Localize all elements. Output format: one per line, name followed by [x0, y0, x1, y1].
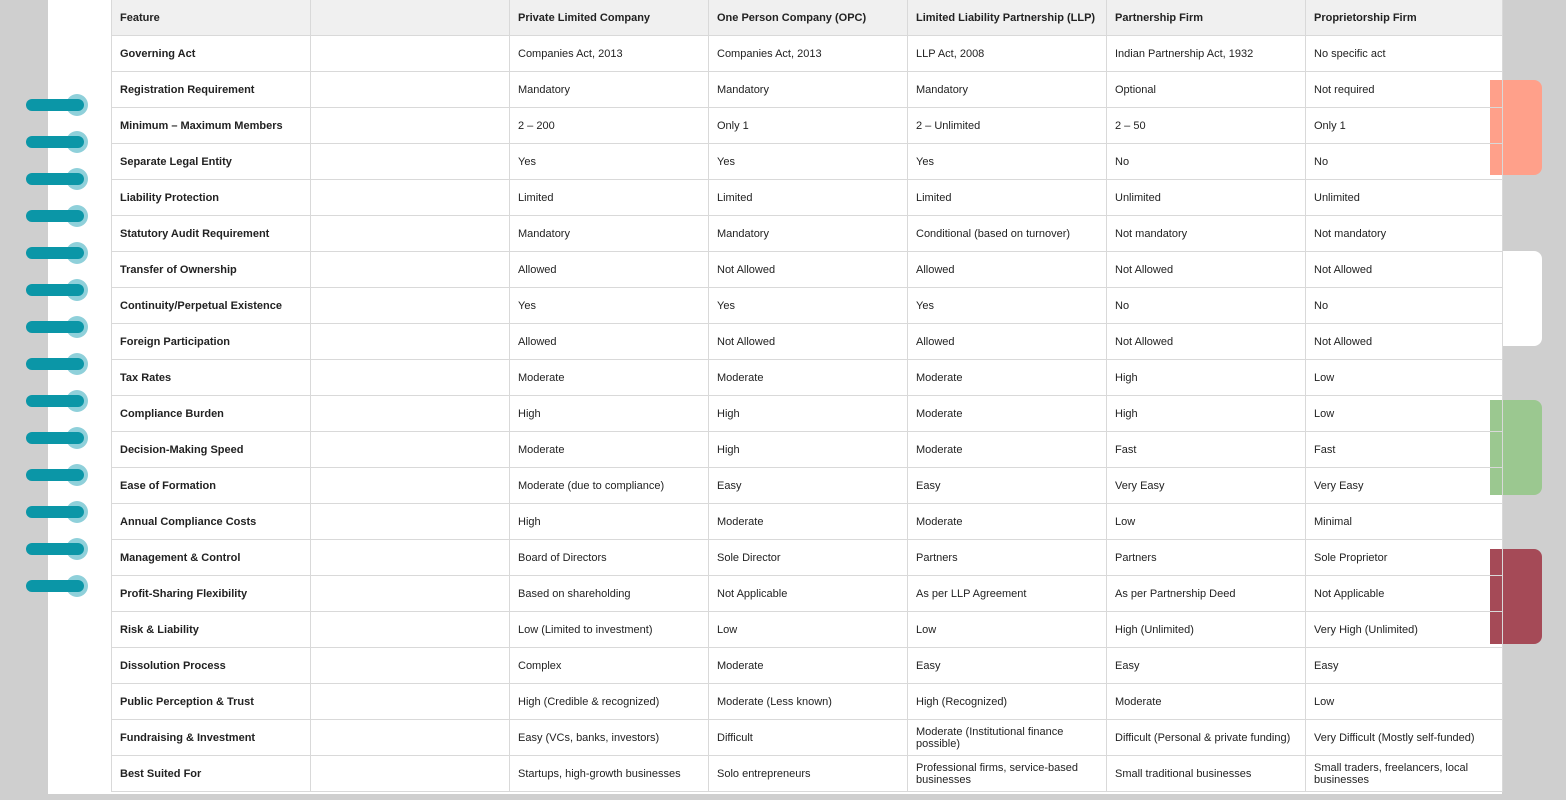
table-cell: Mandatory [709, 72, 908, 108]
table-cell: High (Recognized) [908, 684, 1107, 720]
table-cell: High [1107, 360, 1306, 396]
feature-cell: Annual Compliance Costs [112, 504, 311, 540]
column-header: One Person Company (OPC) [709, 0, 908, 36]
binding-wire [26, 580, 84, 592]
table-cell: Low [1306, 684, 1503, 720]
table-cell: Fast [1107, 432, 1306, 468]
table-cell: Yes [709, 144, 908, 180]
table-row [112, 720, 1503, 756]
table-cell: Low [1306, 360, 1503, 396]
feature-cell: Profit-Sharing Flexibility [112, 576, 311, 612]
table-cell: Partners [1107, 540, 1306, 576]
table-cell: Not Allowed [709, 324, 908, 360]
table-cell: Easy [908, 468, 1107, 504]
table-cell: Based on shareholding [510, 576, 709, 612]
table-cell: Moderate [908, 432, 1107, 468]
table-cell: Moderate [908, 504, 1107, 540]
table-cell: Startups, high-growth businesses [510, 756, 709, 792]
table-cell: Sole Director [709, 540, 908, 576]
table-cell: Only 1 [709, 108, 908, 144]
table-cell: 2 – 50 [1107, 108, 1306, 144]
table-cell [311, 432, 510, 468]
table-cell: 2 – Unlimited [908, 108, 1107, 144]
table-row [112, 216, 1503, 252]
binding-wire [26, 358, 84, 370]
binding-wire [26, 506, 84, 518]
binding-ring [26, 168, 88, 190]
table-cell [311, 252, 510, 288]
table-cell: Difficult (Personal & private funding) [1107, 720, 1306, 756]
table-cell [311, 648, 510, 684]
table-row [112, 72, 1503, 108]
table-cell: Small traders, freelancers, local businesses [1306, 756, 1503, 792]
table-cell: Not Applicable [709, 576, 908, 612]
table-cell [311, 576, 510, 612]
feature-cell: Risk & Liability [112, 612, 311, 648]
binding-wire [26, 395, 84, 407]
table-cell [311, 288, 510, 324]
table-cell: Very Difficult (Mostly self-funded) [1306, 720, 1503, 756]
table-cell: Fast [1306, 432, 1503, 468]
table-cell: As per Partnership Deed [1107, 576, 1306, 612]
feature-cell: Transfer of Ownership [112, 252, 311, 288]
table-cell: Unlimited [1306, 180, 1503, 216]
table-cell [311, 360, 510, 396]
table-cell: Yes [908, 288, 1107, 324]
table-cell: Yes [908, 144, 1107, 180]
table-cell: Yes [709, 288, 908, 324]
table-cell [311, 36, 510, 72]
table-cell: 2 – 200 [510, 108, 709, 144]
table-cell: Not Applicable [1306, 576, 1503, 612]
binding-wire [26, 321, 84, 333]
table-row [112, 396, 1503, 432]
feature-cell: Separate Legal Entity [112, 144, 311, 180]
table-cell: High [510, 396, 709, 432]
table-row [112, 108, 1503, 144]
table-cell: High [709, 432, 908, 468]
binding-wire [26, 247, 84, 259]
table-cell: Moderate [709, 360, 908, 396]
table-cell [311, 612, 510, 648]
table-body [112, 36, 1503, 792]
table-cell: Low [1107, 504, 1306, 540]
binding-wire [26, 469, 84, 481]
binding-ring [26, 575, 88, 597]
table-cell: No [1306, 288, 1503, 324]
spiral-binding [0, 0, 100, 800]
table-cell: Moderate [1107, 684, 1306, 720]
table-cell: Difficult [709, 720, 908, 756]
table-cell: Professional firms, service-based businesses [908, 756, 1107, 792]
table-cell: Moderate (Less known) [709, 684, 908, 720]
column-header: Limited Liability Partnership (LLP) [908, 0, 1107, 36]
table-cell: Small traditional businesses [1107, 756, 1306, 792]
feature-cell: Registration Requirement [112, 72, 311, 108]
table-cell [311, 216, 510, 252]
table-row [112, 756, 1503, 792]
table-cell: Mandatory [709, 216, 908, 252]
table-cell: Moderate (Institutional finance possible) [908, 720, 1107, 756]
table-cell: High (Credible & recognized) [510, 684, 709, 720]
table-cell: Not Allowed [1107, 324, 1306, 360]
table-cell: No [1107, 288, 1306, 324]
binding-wire [26, 173, 84, 185]
table-cell: Not Allowed [709, 252, 908, 288]
feature-cell: Management & Control [112, 540, 311, 576]
table-row [112, 180, 1503, 216]
table-row [112, 324, 1503, 360]
table-cell: Moderate [510, 432, 709, 468]
binding-ring [26, 353, 88, 375]
table-cell: Moderate [510, 360, 709, 396]
table-cell: Limited [709, 180, 908, 216]
binding-ring [26, 390, 88, 412]
binding-ring [26, 279, 88, 301]
table-cell [311, 684, 510, 720]
binding-ring [26, 501, 88, 523]
table-cell: Not Allowed [1107, 252, 1306, 288]
table-cell: Minimal [1306, 504, 1503, 540]
table-cell: Not Allowed [1306, 252, 1503, 288]
table-row [112, 36, 1503, 72]
table-cell: Complex [510, 648, 709, 684]
feature-cell: Decision-Making Speed [112, 432, 311, 468]
business-structure-comparison-table [111, 0, 1503, 792]
binding-wire [26, 136, 84, 148]
binding-ring [26, 242, 88, 264]
table-cell [311, 468, 510, 504]
feature-cell: Fundraising & Investment [112, 720, 311, 756]
table-cell: Not Allowed [1306, 324, 1503, 360]
column-header: Feature [112, 0, 311, 36]
table-row [112, 684, 1503, 720]
binding-ring [26, 427, 88, 449]
table-cell: Indian Partnership Act, 1932 [1107, 36, 1306, 72]
table-cell: Allowed [510, 324, 709, 360]
table-cell: Not mandatory [1107, 216, 1306, 252]
table-cell: Board of Directors [510, 540, 709, 576]
table-cell: Yes [510, 288, 709, 324]
table-cell: Easy [709, 468, 908, 504]
table-cell: Easy [908, 648, 1107, 684]
table-row [112, 432, 1503, 468]
binding-ring [26, 538, 88, 560]
table-cell: LLP Act, 2008 [908, 36, 1107, 72]
table-cell: Allowed [510, 252, 709, 288]
table-cell: Sole Proprietor [1306, 540, 1503, 576]
table-cell: Low [908, 612, 1107, 648]
feature-cell: Compliance Burden [112, 396, 311, 432]
binding-wire [26, 210, 84, 222]
table-cell: No [1306, 144, 1503, 180]
table-cell: Not required [1306, 72, 1503, 108]
binding-ring [26, 94, 88, 116]
table-cell: Mandatory [908, 72, 1107, 108]
table-cell: Very Easy [1306, 468, 1503, 504]
feature-cell: Ease of Formation [112, 468, 311, 504]
table-cell: Low [709, 612, 908, 648]
binding-ring [26, 464, 88, 486]
table-cell: High [709, 396, 908, 432]
table-row [112, 648, 1503, 684]
table-row [112, 288, 1503, 324]
table-cell [311, 108, 510, 144]
table-cell [311, 504, 510, 540]
table-cell: Easy [1107, 648, 1306, 684]
table-cell [311, 540, 510, 576]
table-row [112, 540, 1503, 576]
table-cell [311, 180, 510, 216]
table-cell: Allowed [908, 252, 1107, 288]
table-cell: High [510, 504, 709, 540]
binding-wire [26, 99, 84, 111]
feature-cell: Public Perception & Trust [112, 684, 311, 720]
feature-cell: Statutory Audit Requirement [112, 216, 311, 252]
feature-cell: Continuity/Perpetual Existence [112, 288, 311, 324]
table-cell [311, 756, 510, 792]
table-cell [311, 720, 510, 756]
table-cell: Companies Act, 2013 [510, 36, 709, 72]
feature-cell: Minimum – Maximum Members [112, 108, 311, 144]
feature-cell: Tax Rates [112, 360, 311, 396]
table-row [112, 144, 1503, 180]
table-cell: Moderate (due to compliance) [510, 468, 709, 504]
column-header: Partnership Firm [1107, 0, 1306, 36]
table-cell: Easy [1306, 648, 1503, 684]
table-row [112, 576, 1503, 612]
table-row [112, 612, 1503, 648]
column-header [311, 0, 510, 36]
table-cell: Mandatory [510, 72, 709, 108]
table-cell: Only 1 [1306, 108, 1503, 144]
table-cell: Easy (VCs, banks, investors) [510, 720, 709, 756]
table-row [112, 468, 1503, 504]
binding-wire [26, 432, 84, 444]
table-cell: Yes [510, 144, 709, 180]
table-cell: Moderate [908, 396, 1107, 432]
feature-cell: Governing Act [112, 36, 311, 72]
table-row [112, 360, 1503, 396]
table-row [112, 252, 1503, 288]
feature-cell: Foreign Participation [112, 324, 311, 360]
table-cell: Solo entrepreneurs [709, 756, 908, 792]
comparison-table-container [111, 0, 1502, 794]
table-cell: Moderate [709, 648, 908, 684]
table-cell: Moderate [709, 504, 908, 540]
table-cell: Allowed [908, 324, 1107, 360]
table-cell: High [1107, 396, 1306, 432]
table-cell [311, 324, 510, 360]
table-cell: No [1107, 144, 1306, 180]
table-cell: Companies Act, 2013 [709, 36, 908, 72]
table-cell [311, 72, 510, 108]
table-cell: Limited [510, 180, 709, 216]
table-row [112, 504, 1503, 540]
table-cell: Moderate [908, 360, 1107, 396]
table-cell: As per LLP Agreement [908, 576, 1107, 612]
feature-cell: Dissolution Process [112, 648, 311, 684]
table-header-row [112, 0, 1503, 36]
table-cell: Low (Limited to investment) [510, 612, 709, 648]
table-cell: Very High (Unlimited) [1306, 612, 1503, 648]
table-cell: Mandatory [510, 216, 709, 252]
table-cell: Optional [1107, 72, 1306, 108]
binding-ring [26, 131, 88, 153]
feature-cell: Liability Protection [112, 180, 311, 216]
binding-wire [26, 284, 84, 296]
table-cell: Low [1306, 396, 1503, 432]
table-cell: Very Easy [1107, 468, 1306, 504]
table-cell: Unlimited [1107, 180, 1306, 216]
table-cell: High (Unlimited) [1107, 612, 1306, 648]
table-cell: Conditional (based on turnover) [908, 216, 1107, 252]
table-cell [311, 396, 510, 432]
table-cell: Limited [908, 180, 1107, 216]
binding-wire [26, 543, 84, 555]
table-cell [311, 144, 510, 180]
table-cell: Partners [908, 540, 1107, 576]
binding-ring [26, 316, 88, 338]
column-header: Proprietorship Firm [1306, 0, 1503, 36]
table-cell: No specific act [1306, 36, 1503, 72]
binding-ring [26, 205, 88, 227]
feature-cell: Best Suited For [112, 756, 311, 792]
table-cell: Not mandatory [1306, 216, 1503, 252]
column-header: Private Limited Company [510, 0, 709, 36]
